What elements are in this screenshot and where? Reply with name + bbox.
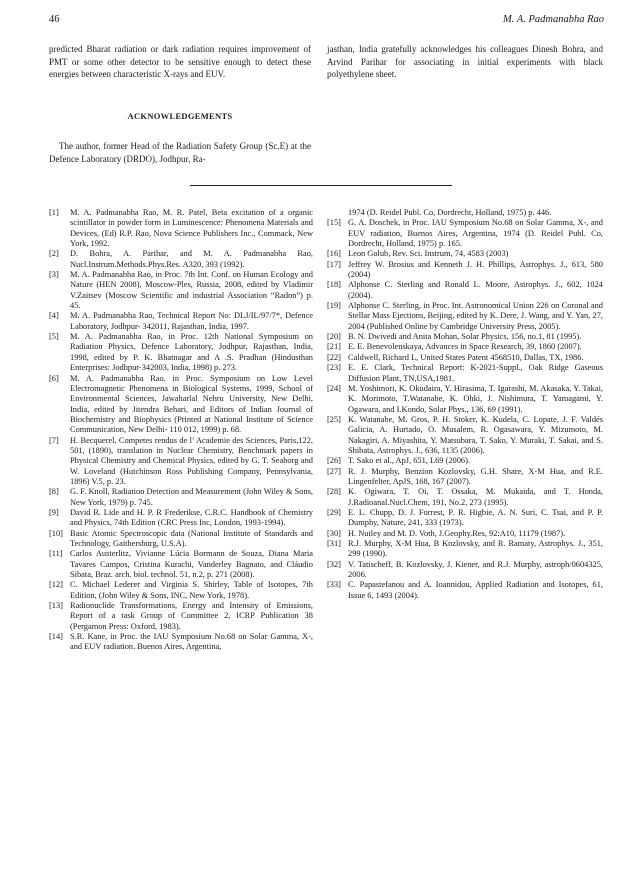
reference-item <box>327 301 603 332</box>
reference-text: M. A. Padmanabha Rao, Technical Report No: DLJ/IL/97/7*, Defence Laboratory, Jodhpur- 342011, Rajasthan, India, 1997. <box>70 311 313 331</box>
reference-text: E. E. Clark, Technical Report: K-2021-Suppl., Oak Ridge Gaseous Diffusion Plant, TN,USA,1981. <box>348 363 603 383</box>
reference-item <box>327 353 603 363</box>
reference-text: R.J. Murphy, X-M Hua, B Kozlovsky, and R. Ramaty, Astrophys. J., 351, 299 (1990). <box>348 539 603 559</box>
reference-text: E. E. Benevolenskaya, Advances in Space Research, 39, 1860 (2007). <box>348 342 582 352</box>
reference-item <box>327 487 603 508</box>
reference-text: D. Bohra, A. Parihar, and M. A. Padmanabha Rao, Nucl.Instrum.Methods.Phys.Res. A320, 393 (1992). <box>70 249 313 269</box>
page-number: 46 <box>49 14 60 25</box>
reference-number: [16] <box>327 249 341 259</box>
reference-number: [4] <box>49 311 59 321</box>
section-divider <box>190 185 452 186</box>
reference-number: [9] <box>49 507 59 517</box>
reference-item <box>327 580 603 601</box>
reference-number: [3] <box>49 270 59 280</box>
reference-number: [8] <box>49 487 59 497</box>
reference-item <box>327 529 603 539</box>
reference-number: [7] <box>49 435 59 445</box>
reference-number: [27] <box>327 466 341 476</box>
reference-item <box>49 208 313 249</box>
reference-number: [6] <box>49 373 59 383</box>
reference-item <box>327 508 603 529</box>
reference-item <box>327 384 603 415</box>
body-paragraph-left: predicted Bharat radiation or dark radiation requires improvement of PMT or some other detector to be sensitive enough to detect these energies between characteristic X-rays and EUV. <box>49 44 311 80</box>
reference-number: [20] <box>327 332 341 342</box>
reference-text: G. F. Knoll, Radiation Detection and Measurement (John Wiley & Sons, New York, 1979) p. 745. <box>70 487 313 507</box>
reference-text: David R. Lide and H. P. R Frederikse, C.R.C. Handbook of Chemistry and Physics, 74th Edition (CRC Press Inc, London, 1993-1994). <box>70 507 313 528</box>
reference-item <box>49 270 313 311</box>
references-left-column <box>49 208 313 653</box>
reference-item <box>49 549 313 580</box>
acknowledgements-heading: ACKNOWLEDGEMENTS <box>127 111 233 121</box>
reference-item <box>49 332 313 373</box>
reference-item <box>327 363 603 384</box>
reference-number: [25] <box>327 414 341 424</box>
reference-text: R. J. Murphy, Benzion Kozlovsky, G.H. Share, X-M Hua, and R.E. Lingenfelter, ApJS, 168, 167 (2007). <box>348 466 603 486</box>
reference-item <box>49 374 313 436</box>
reference-text: T. Sako et al., ApJ, 651, L69 (2006). <box>348 456 470 466</box>
reference-item <box>327 260 603 281</box>
reference-number: [5] <box>49 332 59 342</box>
reference-number: [31] <box>327 539 341 548</box>
reference-number: [13] <box>49 601 63 611</box>
reference-number: [23] <box>327 363 341 373</box>
reference-number: [14] <box>49 632 63 642</box>
reference-item <box>327 539 603 560</box>
reference-item <box>49 249 313 270</box>
reference-text: B. N. Dwivedi and Anita Mohan, Solar Physics, 156, no.1, 81 (1995). <box>348 332 582 342</box>
reference-text: M. A. Padmanabha Rao, M. R. Patel, Beta excitation of a organic scintillator in powder form in Luminescence: Phenomena Materials and Devices, (Ed) R.P. Rao, Nova Science Publishers Inc., Commack, New York, 1992. <box>70 208 313 249</box>
reference-item <box>327 332 603 342</box>
reference-text: C. Michael Lederer and Virginia S. Shirley, Table of Isotopes, 7th Edition, (John Wiley & Sons, INC, New York, 1978). <box>70 580 313 600</box>
reference-text: C. Papastefanou and A. Ioannidou, Applied Radiation and Isotopes, 61, Issue 6, 1493 (2004). <box>348 580 603 600</box>
reference-text: Basic Atomic Spectroscopic data (National Institute of Standards and Technology, Gaithersburg, U.S.A). <box>70 528 313 548</box>
reference-text: M. A. Padmanabha Rao, in Proc. 7th Int. Conf. on Human Ecology and Nature (HEN 2008), Moscow-Ples, Russia, 2008, edited by Vladimir V.Zaitsev (Moscow Scientific and industrial Association “Radon”) p. 45. <box>70 270 313 311</box>
reference-text: M. Yoshimori, K. Okudaira, Y. Hirasima, T. Igarashi, M. Akasaka, Y. Takai, K. Morimoto, T.Watanabe, K. Ohki, J. Nishimura, T. Yamagami, Y. Ogawara, and I.Kondo, Solar Phys., 136, 69 (1991). <box>348 383 603 414</box>
reference-item <box>327 280 603 301</box>
reference-number: [17] <box>327 259 341 269</box>
reference-number: [10] <box>49 528 63 538</box>
reference-item <box>49 487 313 508</box>
reference-item <box>49 632 313 653</box>
reference-text: M. A. Padmanabha Rao. in Proc. Symposium on Low Level Electromagnetic Phenomena in Biological Systems, 1999, School of Environmental Sciences, Jawaharlal Nehru University, New Delhi, India, edited by Jitendra Behari, and Editors of Indian Journal of Biochemistry and Biophysics (Printed at National Institute of Science Communication, New Delhi- 110 012, 1999) p. 68. <box>70 373 313 435</box>
reference-number: [33] <box>327 580 341 590</box>
reference-number: [12] <box>49 580 63 590</box>
reference-number: [2] <box>49 249 59 259</box>
reference-number: [11] <box>49 549 63 559</box>
reference-number: [15] <box>327 218 341 228</box>
reference-number: [22] <box>327 352 341 362</box>
reference-text: V. Tatischeff, B. Kozlovsky, J. Kiener, and R.J. Murphy, astroph/0604325, 2006. <box>348 559 603 580</box>
acknowledgements-text: The author, former Head of the Radiation Safety Group (Sc.E) at the Defence Laboratory (DRDO), Jodhpur, Ra- <box>49 141 311 164</box>
reference-text: Caldwell, Richard L, United States Patent 4568510, Dallas, TX, 1986. <box>348 352 584 362</box>
reference-text: M. A. Padmanabha Rao, in Proc. 12th National Symposium on Radiation Physics, Defence Laboratory, Jodhpur, Rajasthan, India, 1998, edited by P. K. Bhatnagar and A .S. Pradhan (Hindusthan Enterprises: Jodhpur-342003, India, 1998) p. 273. <box>70 332 313 373</box>
reference-number: [30] <box>327 528 341 538</box>
reference-item <box>49 508 313 529</box>
reference-item <box>327 218 603 249</box>
running-header-author: M. A. Padmanabha Rao <box>502 14 604 25</box>
reference-item <box>327 249 603 259</box>
reference-number: [28] <box>327 487 341 497</box>
body-paragraph-right: jasthan, India gratefully acknowledges his colleagues Dinesh Bohra, and Arvind Parihar for associating in initial experiments with black polyethylene sheet. <box>327 44 603 80</box>
reference-text: Alphonse C. Sterling and Ronald L. Moore, Astrophys. J., 602, 1024 (2004). <box>348 280 603 300</box>
reference-item <box>327 456 603 466</box>
reference-text: G. A. Doschek, in Proc. IAU Symposium No.68 on Solar Gamma, X-, and EUV radiation, Buenos Aires, Argentina, 1974 (D. Reidel Publ. Co, Dordrecht, Holland, 1975) p. 165. <box>348 218 603 249</box>
reference-number: [18] <box>327 280 341 290</box>
reference-number: [26] <box>327 456 341 466</box>
reference-text: H. Nutley and M. D. Voth, J.Geophy.Res, 92:A10, 11179 (1987). <box>348 528 566 538</box>
reference-number: [19] <box>327 301 341 311</box>
reference-item <box>327 467 603 488</box>
reference-text: E. L. Chupp, D. J. Forrest, P. R. Higbie, A. N. Suri, C. Tsai, and P. P. Dumphy, Nature, 241, 333 (1973). <box>348 507 603 528</box>
reference-item <box>49 601 313 632</box>
reference-number: [24] <box>327 383 341 393</box>
reference-text: Alphonse C. Sterling, in Proc. Int. Astronomical Union 226 on Coronal and Stellar Mass Ejections, Beijing, edited by K. Dere, J. Wang, and Y. Yan, 27, 2004 (Published Online by Cambridge University Press, 2005). <box>348 301 603 331</box>
reference-text: Jeffrey W. Brosius and Kenneth J. H. Phillips, Astrophys. J., 613, 580 (2004) <box>348 259 603 280</box>
reference-number: [32] <box>327 559 341 569</box>
reference-text: S.R. Kane, in Proc. the IAU Symposium No.68 on Solar Gamma, X-, and EUV radiation. Buenos Aires, Argentina, <box>70 632 313 652</box>
reference-item <box>49 580 313 601</box>
reference-item <box>49 529 313 550</box>
reference-text: K. Ogiwara, T. Oi, T. Ossaka, M. Mukaida, and T. Honda, J.Radioanal.Nucl.Chem, 191, No.2, 273 (1995). <box>348 487 603 507</box>
reference-text: Radionuclide Transformations, Energy and Intensity of Emissions, Report of a task Group of Committee 2, ICRP Publication 38 (Pergamon Press: Oxford, 1983). <box>70 601 313 631</box>
reference-item <box>327 342 603 352</box>
reference-item <box>327 560 603 581</box>
reference-text: Leon Golub, Rev. Sci. Instrum, 74, 4583 (2003) <box>348 249 509 259</box>
references-right-column <box>327 208 603 601</box>
reference-item <box>49 436 313 488</box>
reference-text: H. Becquerel, Competes rendus de l’ Academie des Sciences, Paris,122, 501, (1890), translation in Nuclear Chemistry, Benchmark papers in Physical Chemistry and Chemical Physics, edited by G. T. Seaborg and W. Loveland (Hutchinson Ross Publishing Company, Pennsylvania, 1896) V.5, p. 23. <box>70 435 313 486</box>
reference-item <box>327 415 603 456</box>
reference-number: [29] <box>327 507 341 517</box>
reference-item <box>49 311 313 332</box>
reference-text: Carlos Austerlitz, Vivianne Lúcia Bormann de Souza, Diana Maria Tavares Campos, Cristina Kurachi, Vanderley Bagnato, and Cláudio Sibata, Braz. arch. biol. technol. 51, n.2, p. 271 (2008). <box>70 549 313 580</box>
reference-number: [1] <box>49 208 59 217</box>
reference-number: [21] <box>327 342 341 352</box>
reference-continuation: 1974 (D. Reidel Publ. Co, Dordrecht, Holland, 1975) p. 446. <box>348 208 552 217</box>
reference-text: K. Watanabe, M. Gros, P. H. Stoker, K. Kudela, C. Lopate, J. F. Valdés Galicia, A. Hurtado, O. Musalem, R. Ogasawara, Y. Mizumoto, M. Nakagiri, A. Miyashita, Y. Matsubara, T. Sako, Y. Muraki, T. Sakai, and S. Shibata, Astrophys. J., 636, 1135 (2006). <box>348 414 603 455</box>
